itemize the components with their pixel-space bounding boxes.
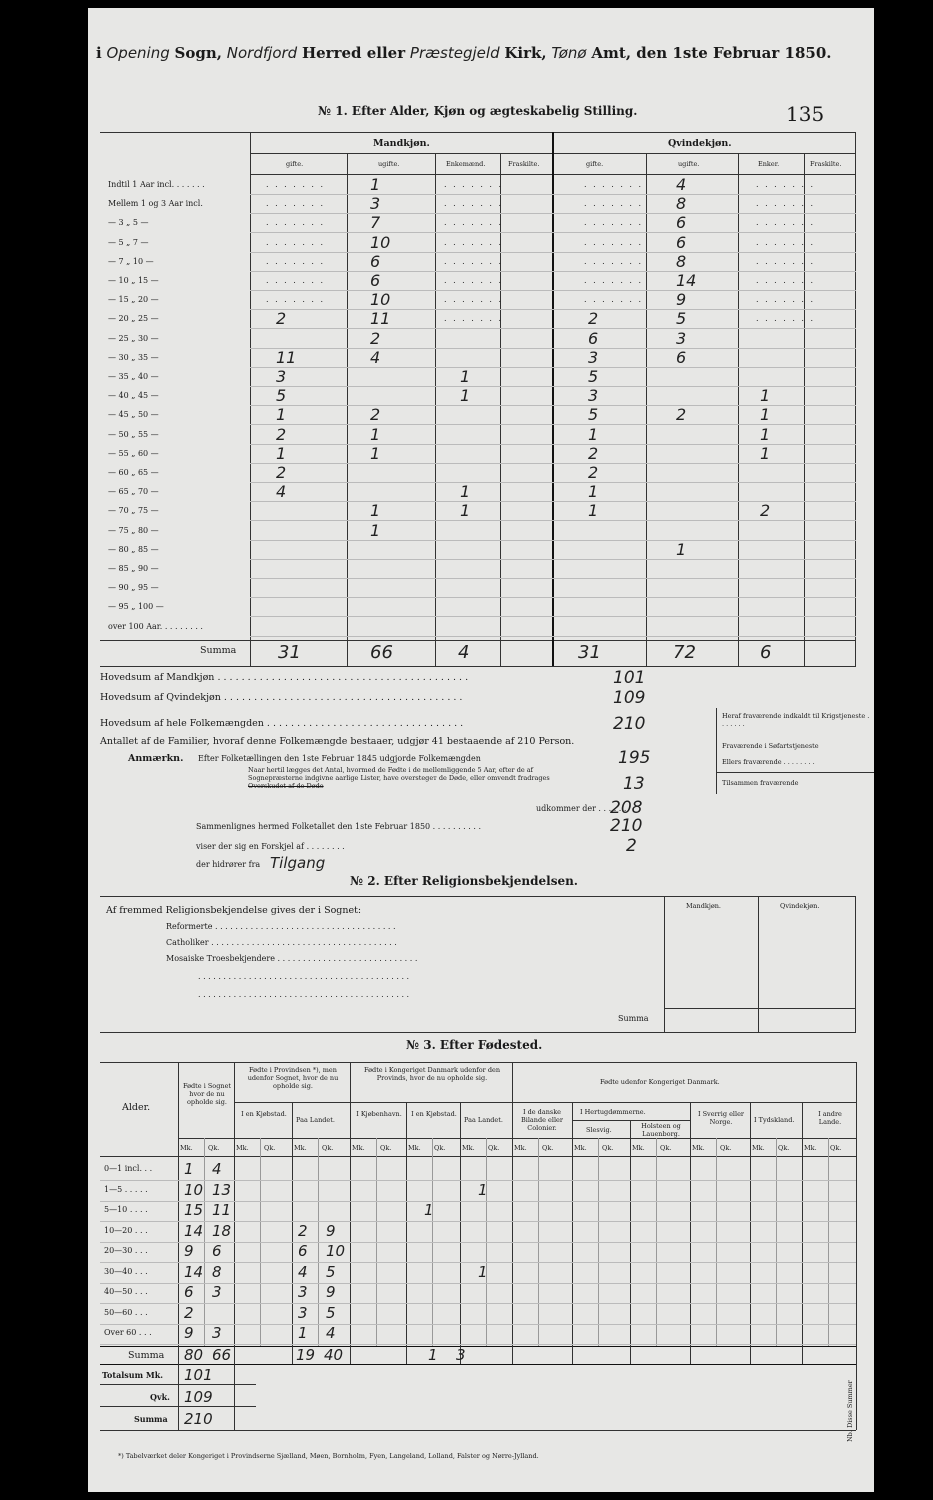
totalsum-qk-value: 109: [184, 1388, 213, 1406]
row-rule: [250, 348, 856, 349]
anm-line-4: Overskudet af de Døde: [248, 782, 324, 790]
mk-subheader: Mk.: [804, 1144, 817, 1152]
s1-row-label: — 85 „ 90 —: [108, 564, 159, 573]
qk-subheader: Qk.: [208, 1144, 220, 1152]
kirk-label: Kirk,: [504, 44, 547, 62]
s3-cell-l_q: 4: [326, 1324, 336, 1342]
s1-row-label: — 70 „ 75 —: [108, 506, 159, 516]
s3-cell-a_q: 18: [212, 1221, 232, 1240]
summa-female-enker: 6: [760, 642, 772, 663]
dot-leader: . . . . . . .: [756, 314, 816, 324]
row-rule: [250, 290, 856, 291]
row-rule: [250, 252, 856, 253]
sammen-value: 210: [610, 816, 643, 836]
female-col-ugifte: ugifte.: [678, 160, 700, 168]
mk-subheader: Mk.: [294, 1144, 307, 1152]
hovedsum-mand-value: 101: [613, 668, 646, 688]
forskjel-label: viser der sig en Forskjel af . . . . . . . .: [196, 842, 345, 851]
s1-row-label: — 5 „ 7 —: [108, 237, 149, 247]
s3-cell-l_m: 1: [298, 1324, 308, 1342]
section3-title: № 3. Efter Fødested.: [406, 1038, 543, 1052]
s1-cell-mg: 2: [276, 424, 287, 444]
mk-subheader: Mk.: [236, 1144, 249, 1152]
dot-leader: . . . . . . .: [266, 199, 326, 209]
s3-cell-c_l: 1: [478, 1262, 488, 1281]
col-fodt-udenfor: Fødte udenfor Kongeriget Danmark.: [600, 1078, 720, 1086]
qk-subheader: Qk.: [720, 1144, 732, 1152]
udkommer-value: 208: [610, 798, 643, 818]
s1-cell-fu: 3: [676, 328, 687, 348]
row-rule: [100, 1303, 856, 1304]
mk-subheader: Mk.: [180, 1144, 193, 1152]
summa-male-ugifte: 66: [370, 642, 393, 663]
s3-cell-l_q: 9: [326, 1283, 336, 1301]
row-rule: [250, 520, 856, 521]
s1-cell-mu: 10: [370, 290, 391, 310]
mk-subheader: Mk.: [574, 1144, 587, 1152]
dot-leader: . . . . . . .: [756, 295, 816, 305]
s3-cell-a_q: 3: [212, 1324, 222, 1342]
male-col-gifte: gifte.: [286, 160, 304, 168]
s1-cell-fg: 5: [588, 405, 599, 425]
s3-cell-a_m: 2: [184, 1303, 194, 1322]
s1-cell-mg: 2: [276, 463, 287, 482]
census-sheet: [88, 8, 874, 1492]
fravaerende-ellers: Ellers fraværende . . . . . . . .: [722, 758, 815, 766]
dot-leader: . . . . . . .: [266, 276, 326, 285]
s1-cell-fg: 3: [588, 347, 599, 367]
s1-cell-fe: 1: [760, 386, 771, 406]
s3-cell-a_m: 9: [184, 1324, 194, 1342]
s1-row-label: — 15 „ 20 —: [108, 295, 159, 305]
s3-cell-l_m: 4: [298, 1262, 308, 1281]
qk-subheader: Qk.: [660, 1144, 672, 1152]
qk-subheader: Qk.: [602, 1144, 614, 1152]
s3-cell-l_m: 6: [298, 1242, 308, 1260]
dot-leader: . . . . . . .: [444, 237, 504, 247]
herred-name: Nordfjord: [226, 44, 298, 62]
s3-row-label: 30—40 . . .: [104, 1266, 148, 1276]
anm-1845-value: 195: [618, 748, 651, 768]
section3-alder: Alder.: [122, 1102, 151, 1113]
s3-row-label: 1—5 . . . . .: [104, 1184, 148, 1194]
col-provinds-kjobstad: I en Kjøbstad.: [241, 1110, 287, 1118]
male-col-fraskilte: Fraskilte.: [508, 160, 540, 168]
udkommer-label: udkommer der . . . . . .: [536, 804, 627, 813]
herred-label: Herred eller: [301, 44, 406, 62]
s3-cell-a_q: 3: [212, 1283, 222, 1301]
s1-row-label: — 95 „ 100 —: [108, 602, 164, 612]
dot-leader: . . . . . . .: [444, 295, 504, 305]
row-rule: [250, 540, 856, 541]
s1-row-label: — 3 „ 5 —: [108, 218, 149, 228]
s3-cell-a_m: 9: [184, 1242, 194, 1260]
s1-cell-mu: 1: [370, 443, 381, 463]
s1-row-label: — 7 „ 10 —: [108, 256, 154, 266]
female-col-fraskilte: Fraskilte.: [810, 160, 842, 168]
s1-cell-mg: 1: [276, 443, 287, 463]
religion-catholiker: Catholiker . . . . . . . . . . . . . . . . . . . . . . . . . . . . . . . . . . . . .: [166, 938, 397, 947]
dot-leader: . . . . . . .: [444, 276, 504, 285]
col-andre-lande: I andre Lande.: [818, 1110, 842, 1126]
anm-line-1: Efter Folketællingen den 1ste Februar 1845 udgjorde Folkemængden: [198, 754, 481, 763]
section3-table: [100, 1062, 858, 1442]
s3-cell-l_m: 2: [298, 1221, 308, 1240]
s1-row-label: Mellem 1 og 3 Aar incl.: [108, 199, 203, 209]
s1-cell-fu: 4: [676, 175, 687, 194]
page-number: 135: [786, 102, 825, 126]
anm-line-3: Sognepræsterne indgivne aarlige Lister, have overstegет de Døde, eller omvendt fradrages: [248, 774, 550, 782]
s1-cell-fg: 1: [588, 424, 599, 444]
s1-row-label: — 55 „ 60 —: [108, 448, 159, 458]
summa-male-gifte: 31: [278, 642, 301, 663]
s3-cell-l_q: 5: [326, 1262, 336, 1281]
dot-leader: . . . . . . .: [584, 256, 644, 266]
qk-subheader: Qk.: [778, 1144, 790, 1152]
hovedsum-hele-value: 210: [613, 714, 646, 734]
s1-cell-mu: 2: [370, 405, 381, 425]
col-kongeriget-landet: Paa Landet.: [464, 1116, 503, 1124]
dot-leader: . . . . . . .: [266, 237, 326, 247]
col-provinds-landet: Paa Landet.: [296, 1116, 335, 1124]
s3-cell-c_l: 1: [478, 1180, 488, 1199]
s3-cell-a_m: 15: [184, 1201, 204, 1219]
s1-cell-fu: 5: [676, 309, 687, 329]
s3-row-label: Over 60 . . .: [104, 1328, 152, 1337]
row-rule: [100, 1344, 856, 1345]
row-rule: [250, 232, 856, 233]
s1-cell-fu: 6: [676, 232, 687, 252]
s3-cell-l_q: 9: [326, 1221, 336, 1240]
dot-leader: . . . . . . .: [444, 199, 504, 209]
hovedsum-mand-label: Hovedsum af Mandkjøn . . . . . . . . . . . . . . . . . . . . . . . . . . . . . . . . . . . . . . . . . .: [100, 672, 469, 683]
s1-cell-me: 1: [460, 482, 471, 502]
religion-intro: Af fremmed Religionsbekjendelse gives der i Sognet:: [106, 905, 362, 916]
s3-cell-l_m: 3: [298, 1283, 308, 1301]
summa-label: Summa: [200, 645, 237, 656]
sogn-name: Opening: [106, 44, 170, 62]
s1-row-label: — 90 „ 95 —: [108, 583, 159, 593]
summa-male-enke: 4: [458, 642, 470, 663]
s3-row-label: 50—60 . . .: [104, 1307, 148, 1317]
row-rule: [250, 194, 856, 195]
col-bilande: I de danske Bilande eller Colonier.: [520, 1108, 564, 1132]
s1-cell-mu: 11: [370, 309, 391, 329]
s1-cell-fg: 2: [588, 309, 599, 329]
s1-cell-mu: 1: [370, 520, 381, 540]
s3-cell-a_m: 1: [184, 1160, 194, 1178]
religion-summa: Summa: [618, 1014, 649, 1023]
female-col-gifte: gifte.: [586, 160, 604, 168]
row-rule: [250, 463, 856, 464]
row-rule: [250, 578, 856, 579]
s1-row-label: Indtil 1 Aar incl. . . . . . .: [108, 180, 205, 189]
dot-leader: . . . . . . .: [756, 199, 816, 209]
s1-cell-fg: 6: [588, 328, 599, 348]
s1-cell-fu: 6: [676, 213, 687, 233]
female-col-enker: Enker.: [758, 160, 780, 168]
row-rule: [250, 482, 856, 483]
side-note: Nb. Disse Summer: [846, 1380, 854, 1442]
dot-leader: . . . . . . .: [584, 276, 644, 285]
s1-cell-fe: 1: [760, 405, 771, 425]
dot-leader: . . . . . . .: [584, 199, 644, 209]
s1-cell-mu: 1: [370, 424, 381, 444]
totalsum-mk-label: Totalsum Mk.: [102, 1370, 164, 1380]
mk-subheader: Mk.: [462, 1144, 475, 1152]
date-label: Amt, den 1ste Februar 1850.: [591, 44, 832, 62]
row-rule: [250, 559, 856, 560]
s1-cell-fg: 2: [588, 463, 599, 482]
s1-row-label: over 100 Aar. . . . . . . . .: [108, 621, 203, 631]
col-sverrig-norge: I Sverrig eller Norge.: [697, 1110, 745, 1126]
summa-female-gifte: 31: [578, 642, 601, 663]
dot-leader: . . . . . . .: [756, 180, 816, 189]
fravaerende-krig: Heraf fraværende indkaldt til Krigstjeneste . . . . . . .: [722, 712, 870, 728]
s1-cell-fu: 8: [676, 251, 687, 271]
s1-cell-fu: 2: [676, 405, 687, 425]
s1-row-label: — 35 „ 40 —: [108, 372, 159, 381]
s1-cell-mu: 7: [370, 213, 381, 233]
s1-cell-mu: 10: [370, 232, 391, 252]
hovedsum-qvinde-label: Hovedsum af Qvindekjøn . . . . . . . . . . . . . . . . . . . . . . . . . . . . . . . . . . . . . . . .: [100, 692, 463, 703]
dot-leader: . . . . . . .: [444, 314, 504, 324]
s1-cell-me: 1: [460, 501, 471, 521]
s3-cell-a_m: 14: [184, 1221, 204, 1240]
totalsum-qk-label: Qvk.: [150, 1392, 170, 1402]
s3-cell-a_q: 8: [212, 1262, 222, 1281]
s3-summa-l-q: 40: [324, 1346, 344, 1364]
row-rule: [250, 213, 856, 214]
dot-leader: . . . . . . .: [444, 256, 504, 266]
male-col-ugifte: ugifte.: [378, 160, 400, 168]
summa-female-ugifte: 72: [673, 642, 696, 663]
s1-cell-mg: 1: [276, 405, 287, 425]
mk-subheader: Mk.: [752, 1144, 765, 1152]
hovedsum-hele-label: Hovedsum af hele Folkemængden . . . . . . . . . . . . . . . . . . . . . . . . . . . . . . . . .: [100, 718, 464, 729]
anm-difference-value: 13: [623, 774, 645, 794]
s1-cell-mu: 3: [370, 194, 381, 214]
s3-cell-l_m: 3: [298, 1303, 308, 1322]
dot-leader: . . . . . . .: [756, 237, 816, 247]
dot-leader: . . . . . . .: [584, 180, 644, 189]
col-kongeriget-kjobstad: I en Kjøbstad.: [411, 1110, 457, 1118]
s1-cell-mg: 11: [276, 347, 297, 367]
col-fodt-i-kongeriget: Fødte i Kongeriget Danmark udenfor den Provinds, hvor de nu opholde sig.: [363, 1066, 501, 1082]
s3-cell-a_q: 11: [212, 1201, 232, 1219]
anm-line-2: Naar hertil lægges det Antal, hvormed de Fødte i de mellemliggende 5 Aar, efter de af: [248, 766, 534, 774]
totalsum-summa-value: 210: [184, 1410, 213, 1428]
s3-cell-c_k: 1: [424, 1201, 434, 1219]
footnote: *) Tabelværket deler Kongeriget i Provindserne Sjælland, Møen, Bornholm, Fyen, Langeland, Lolland, Falster og Nørre-Jylland.: [118, 1452, 539, 1460]
s3-row-label: 5—10 . . . .: [104, 1205, 148, 1214]
s1-row-label: — 10 „ 15 —: [108, 276, 159, 285]
qk-subheader: Qk.: [542, 1144, 554, 1152]
row-rule: [250, 636, 856, 637]
dot-leader: . . . . . . .: [444, 180, 504, 189]
mk-subheader: Mk.: [408, 1144, 421, 1152]
s1-cell-mu: 6: [370, 251, 381, 271]
s3-cell-a_q: 6: [212, 1242, 222, 1260]
s1-cell-mg: 3: [276, 367, 287, 386]
s3-cell-l_q: 10: [326, 1242, 346, 1260]
s1-cell-fe: 1: [760, 443, 771, 463]
qk-subheader: Qk.: [264, 1144, 276, 1152]
dot-leader: . . . . . . .: [444, 218, 504, 228]
s1-cell-fu: 8: [676, 194, 687, 214]
s1-cell-fu: 14: [676, 271, 697, 290]
male-header: Mandkjøn.: [373, 138, 430, 149]
qk-subheader: Qk.: [488, 1144, 500, 1152]
s3-cell-l_q: 5: [326, 1303, 336, 1322]
s1-cell-fu: 9: [676, 290, 687, 310]
header-line: [96, 44, 831, 62]
s1-row-label: — 30 „ 35 —: [108, 352, 159, 362]
col-slesvig: Slesvig.: [586, 1126, 612, 1134]
praestegjeld-name: Præstegjeld: [409, 44, 500, 62]
s1-cell-me: 1: [460, 367, 471, 386]
dot-leader: . . . . . . .: [584, 295, 644, 305]
s1-cell-fg: 5: [588, 367, 599, 386]
s3-summa-c-k: 1: [428, 1346, 438, 1364]
religion-mosaiske: Mosaiske Troesbekjendere . . . . . . . . . . . . . . . . . . . . . . . . . . . .: [166, 954, 418, 963]
s1-row-label: — 80 „ 85 —: [108, 544, 159, 554]
s1-cell-fg: 1: [588, 501, 599, 521]
s3-summa-a-m: 80: [184, 1346, 204, 1364]
col-fodt-i-sognet: Fødte i Sognet hvor de nu opholde sig.: [182, 1082, 232, 1106]
s1-cell-fe: 1: [760, 424, 771, 444]
col-tydskland: I Tydskland.: [754, 1116, 795, 1124]
s1-cell-me: 1: [460, 386, 471, 406]
row-rule: [250, 616, 856, 617]
religion-col-qvinde: Qvindekjøn.: [780, 902, 820, 910]
s1-cell-fg: 2: [588, 443, 599, 463]
dot-leader: . . . . . . .: [266, 218, 326, 228]
mk-subheader: Mk.: [514, 1144, 527, 1152]
sogn-label: Sogn,: [174, 44, 222, 62]
qk-subheader: Qk.: [322, 1144, 334, 1152]
dot-leader: . . . . . . .: [266, 180, 326, 189]
amt-name: Tønø: [551, 44, 587, 62]
s3-summa-label: Summa: [128, 1350, 165, 1361]
s3-row-label: 20—30 . . .: [104, 1246, 148, 1255]
totalsum-mk-value: 101: [184, 1366, 213, 1384]
dot-leader: . . . . . . .: [584, 237, 644, 247]
s1-cell-fe: 2: [760, 501, 771, 521]
sammen-label: Sammenlignes hermed Folketallet den 1ste Februar 1850 . . . . . . . . . .: [196, 822, 481, 831]
col-holsteen: Holsteen og Lauenborg.: [641, 1122, 681, 1138]
female-header: Qvindekjøn.: [668, 138, 732, 149]
s1-cell-mg: 2: [276, 309, 287, 329]
qk-subheader: Qk.: [380, 1144, 392, 1152]
dot-leader: . . . . . . .: [584, 218, 644, 228]
fravaerende-tilsammen: Tilsammen fraværende: [722, 779, 799, 787]
anm-label: Anmærkn.: [128, 753, 184, 764]
s1-cell-mu: 2: [370, 328, 381, 348]
dot-leader: . . . . . . .: [266, 295, 326, 305]
s1-cell-fg: 1: [588, 482, 599, 502]
s3-cell-a_m: 10: [184, 1180, 204, 1199]
s3-summa-a-q: 66: [212, 1346, 232, 1364]
mk-subheader: Mk.: [692, 1144, 705, 1152]
row-rule: [250, 328, 856, 329]
col-kjobenhavn: I Kjøbenhavn.: [356, 1110, 402, 1118]
s1-row-label: — 75 „ 80 —: [108, 525, 159, 535]
dot-leader: . . . . . . .: [756, 276, 816, 285]
male-col-enkemaend: Enkemænd.: [446, 160, 486, 168]
s1-row-label: — 20 „ 25 —: [108, 314, 159, 324]
s3-cell-a_m: 6: [184, 1283, 194, 1301]
section2-title: № 2. Efter Religionsbekjendelsen.: [350, 874, 578, 888]
religion-col-mand: Mandkjøn.: [686, 902, 721, 910]
fravaerende-soefart: Fraværende i Søfartstjeneste: [722, 742, 819, 750]
row-rule: [250, 271, 856, 272]
forskjel-value: 2: [626, 836, 637, 856]
s3-summa-l-m: 19: [296, 1346, 316, 1364]
totalsum-summa-label: Summa: [134, 1414, 168, 1424]
row-rule: [250, 309, 856, 310]
s1-row-label: — 45 „ 50 —: [108, 410, 159, 420]
s3-row-label: 10—20 . . .: [104, 1225, 148, 1235]
religion-blank-2: . . . . . . . . . . . . . . . . . . . . . . . . . . . . . . . . . . . . . . . . . .: [198, 990, 410, 999]
s1-row-label: — 25 „ 30 —: [108, 333, 159, 343]
s1-row-label: — 50 „ 55 —: [108, 429, 159, 439]
s3-row-label: 0—1 incl. . .: [104, 1164, 153, 1173]
header-prefix: i: [96, 44, 102, 62]
mk-subheader: Mk.: [352, 1144, 365, 1152]
religion-blank-1: . . . . . . . . . . . . . . . . . . . . . . . . . . . . . . . . . . . . . . . . . .: [198, 972, 410, 981]
mk-subheader: Mk.: [632, 1144, 645, 1152]
s1-cell-fu: 6: [676, 347, 687, 367]
s3-row-label: 40—50 . . .: [104, 1287, 148, 1296]
s1-row-label: — 60 „ 65 —: [108, 468, 159, 477]
s3-cell-a_m: 14: [184, 1262, 204, 1281]
s3-summa-c-l1: 3: [456, 1346, 466, 1364]
dot-leader: . . . . . . .: [756, 218, 816, 228]
s1-row-label: — 65 „ 70 —: [108, 487, 159, 497]
s1-cell-mu: 4: [370, 347, 381, 367]
religion-reformerte: Reformerte . . . . . . . . . . . . . . . . . . . . . . . . . . . . . . . . . . . .: [166, 922, 396, 931]
s1-row-label: — 40 „ 45 —: [108, 391, 159, 401]
hidrorer-label: der hidrører fra: [196, 860, 261, 869]
hidrorer-value: Tilgang: [270, 854, 326, 872]
s1-cell-fu: 1: [676, 539, 687, 559]
s1-cell-fg: 3: [588, 386, 599, 406]
dot-leader: . . . . . . .: [266, 256, 326, 266]
hovedsum-qvinde-value: 109: [613, 688, 646, 708]
familier-line: Antallet af de Familier, hvoraf denne Folkemængde bestaaer, udgjør 41 bestaaende af 210 Person.: [100, 736, 575, 747]
qk-subheader: Qk.: [830, 1144, 842, 1152]
row-rule: [250, 367, 856, 368]
s1-cell-mg: 5: [276, 386, 287, 406]
col-hertugdommerne: I Hertugdømmerne.: [580, 1108, 646, 1116]
s1-cell-mu: 1: [370, 501, 381, 521]
section1-title: № 1. Efter Alder, Kjøn og ægteskabelig Stilling.: [318, 104, 638, 118]
col-fodt-i-provindsen: Fødte i Provindsen *), men udenfor Sognet, hvor de nu opholde sig.: [247, 1066, 339, 1090]
qk-subheader: Qk.: [434, 1144, 446, 1152]
s3-cell-a_q: 4: [212, 1160, 222, 1178]
dot-leader: . . . . . . .: [756, 256, 816, 266]
s1-cell-mu: 6: [370, 271, 381, 290]
row-rule: [250, 597, 856, 598]
s3-cell-a_q: 13: [212, 1180, 232, 1199]
s1-cell-mu: 1: [370, 175, 381, 194]
s1-cell-mg: 4: [276, 482, 287, 502]
